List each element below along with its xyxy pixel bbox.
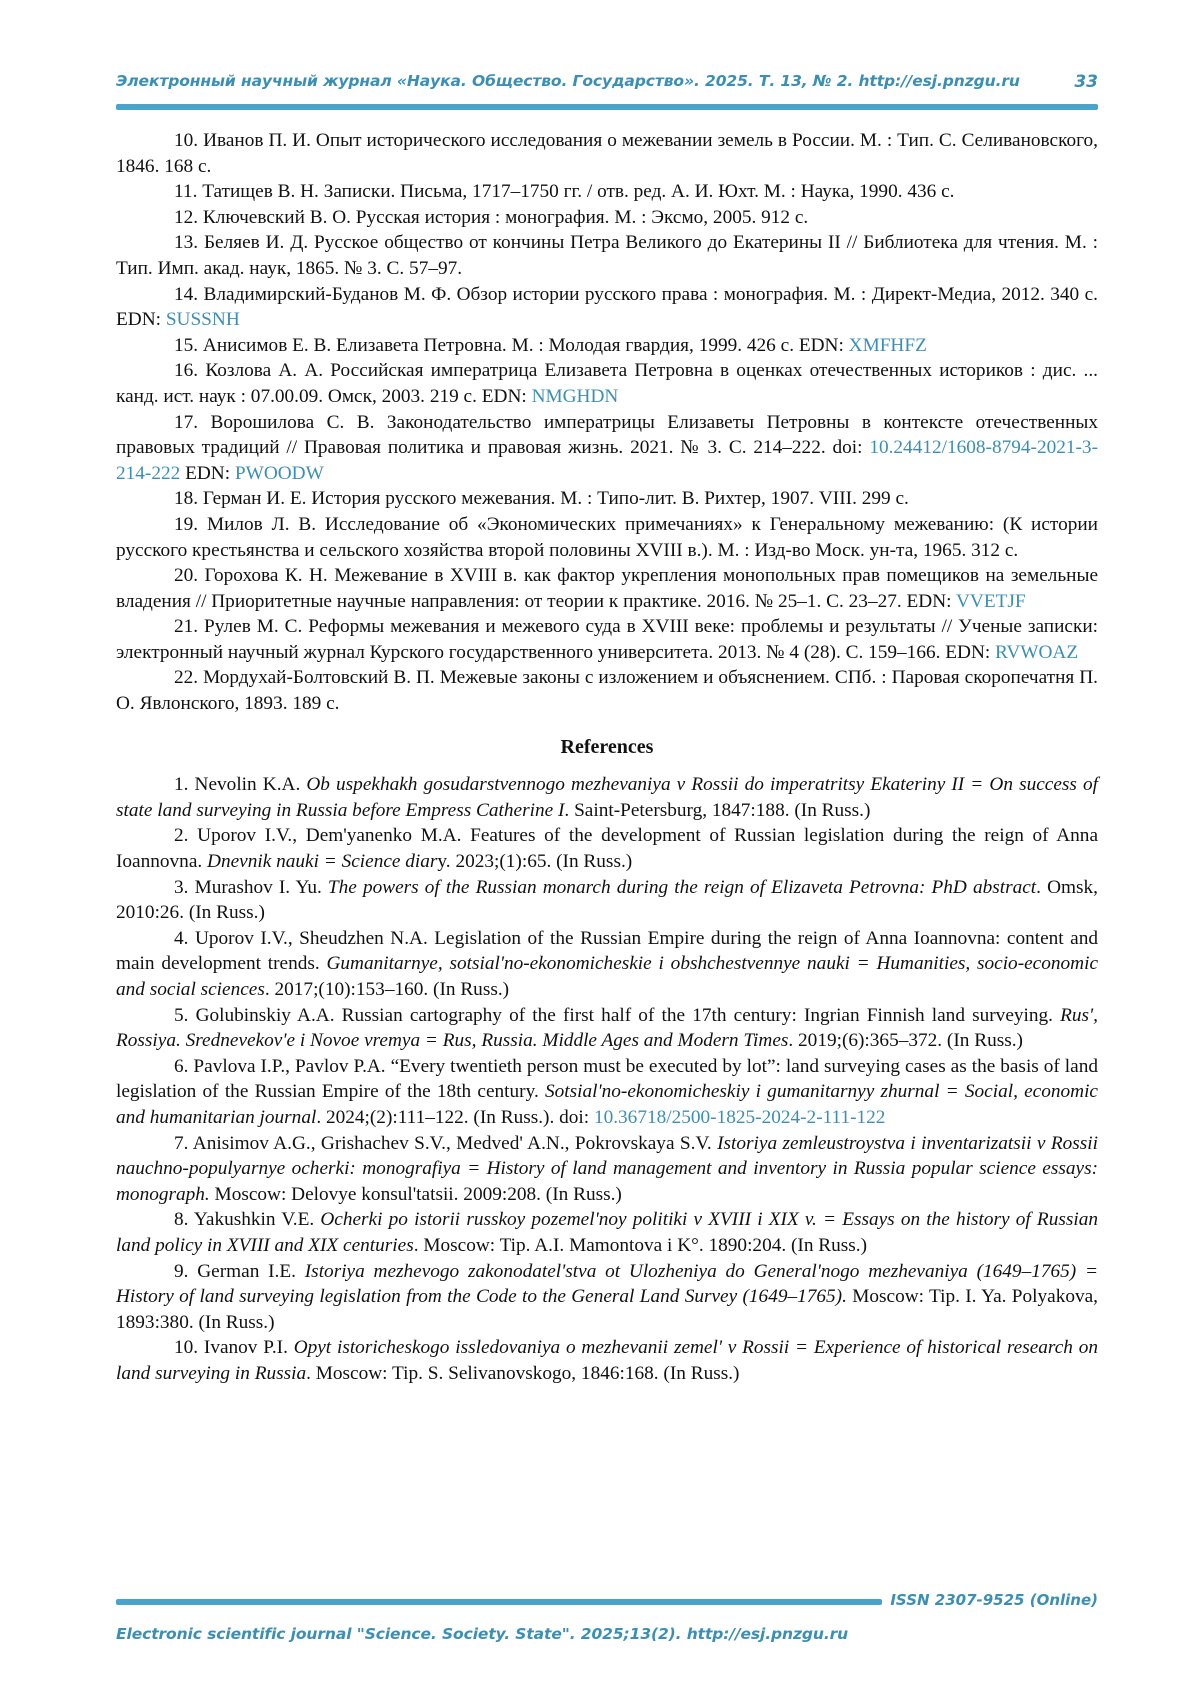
reference-ru-22: 22. Мордухай-Болтовский В. П. Межевые законы с изложением и объяснением. СПб. : Паровая скоропечатня П. О. Явлонского, 1893. 189 с.	[116, 667, 1098, 715]
reference-en-4: 4. Uporov I.V., Sheudzhen N.A. Legislation of the Russian Empire during the reign of Anna Ioannovna: content and main development trends. Gumanitarnye, sotsial'no-ekonomicheskie i obshchestvennye nauki = Humanities, socio-economic and social sciences. 2017;(10):153–160. (In Russ.)	[116, 927, 1098, 1000]
reference-ru-21: 21. Рулев М. С. Реформы межевания и межевого суда в XVIII веке: проблемы и результаты // Ученые записки: электронный научный журнал Курского государственного университета. 2013. № 4 (28). С. 159–166. EDN: RVWOAZ	[116, 616, 1098, 663]
references-heading: References	[560, 735, 654, 758]
edn-link[interactable]: NMGHDN	[531, 385, 619, 407]
reference-en-7: 7. Anisimov A.G., Grishachev S.V., Medved' A.N., Pokrovskaya S.V. Istoriya zemleustroystva i inventarizatsii v Rossii nauchno-populyarnye ocherki: monografiya = History of land management and inventory in Russia popular science essays: monograph. Moscow: Delovye konsul'tatsii. 2009:208. (In Russ.)	[116, 1132, 1098, 1205]
footer-rule	[116, 1599, 882, 1605]
reference-en-10: 10. Ivanov P.I. Opyt istoricheskogo issledovaniya o mezhevanii zemel' v Rossii = Experience of historical research on land surveying in Russia. Moscow: Tip. S. Selivanovskogo, 1846:168. (In Russ.)	[116, 1337, 1098, 1384]
edn-link[interactable]: XMFHFZ	[848, 334, 927, 356]
footer-journal-title: Electronic scientific journal "Science. Society. State". 2025;13(2). http://esj.pnzgu.ru	[116, 1625, 849, 1643]
reference-ru-15: 15. Анисимов Е. В. Елизавета Петровна. М. : Молодая гвардия, 1999. 426 с. EDN: XMFHFZ	[174, 334, 927, 356]
reference-ru-19: 19. Милов Л. В. Исследование об «Экономических примечаниях» к Генеральному межеванию: (К истории русского крестьянства и сельского хозяйства второй половины XVIII в.). М. : Изд-во Моск. ун-та, 1965. 312 с.	[116, 513, 1098, 561]
header-journal-title: Электронный научный журнал «Наука. Общество. Государство». 2025. Т. 13, № 2. http://esj.pnzgu.ru	[116, 72, 1020, 90]
doi-link[interactable]: 10.24412/1608-8794-2021-3-214-222	[116, 437, 1098, 484]
reference-ru-12: 12. Ключевский В. О. Русская история : монография. М. : Эксмо, 2005. 912 с.	[174, 206, 809, 228]
reference-ru-10: 10. Иванов П. И. Опыт исторического исследования о межевании земель в России. М. : Тип. С. Селивановского, 1846. 168 с.	[116, 130, 1098, 177]
edn-link[interactable]: VVETJF	[955, 590, 1026, 612]
issn-label: ISSN 2307-9525 (Online)	[890, 1591, 1098, 1609]
edn-link[interactable]: PWOODW	[234, 462, 324, 484]
reference-en-2: 2. Uporov I.V., Dem'yanenko M.A. Features of the development of Russian legislation during the reign of Anna Ioannovna. Dnevnik nauki = Science diary. 2023;(1):65. (In Russ.)	[116, 825, 1098, 873]
reference-ru-17: 17. Ворошилова С. В. Законодательство императрицы Елизаветы Петровны в контексте отечественных правовых традиций // Правовая политика и правовая жизнь. 2021. № 3. С. 214–222. doi: 10.24412/1608-8794-2021-3-214-222 EDN: PWOODW	[116, 411, 1098, 484]
edn-link[interactable]: SUSSNH	[165, 309, 240, 331]
reference-en-9: 9. German I.E. Istoriya mezhevogo zakonodatel'stva ot Ulozheniya do General'nogo mezhevaniya (1649–1765) = History of land surveying legislation from the Code to the General Land Survey (1649–1765). Moscow: Tip. I. Ya. Polyakova, 1893:380. (In Russ.)	[116, 1260, 1098, 1333]
reference-ru-13: 13. Беляев И. Д. Русское общество от кончины Петра Великого до Екатерины II // Библиотека для чтения. М. : Тип. Имп. акад. наук, 1865. № 3. С. 57–97.	[116, 232, 1098, 279]
page-number: 33	[1074, 72, 1098, 92]
reference-ru-18: 18. Герман И. Е. История русского межевания. М. : Типо-лит. В. Рихтер, 1907. VIII. 299 с.	[174, 488, 909, 510]
reference-en-5: 5. Golubinskiy A.A. Russian cartography of the first half of the 17th century: Ingrian Finnish land surveying. Rus', Rossiya. Srednevekov'e i Novoe vremya = Rus, Russia. Middle Ages and Modern Times. 2019;(6):365–372. (In Russ.)	[116, 1004, 1098, 1052]
references-list-ru	[116, 128, 1098, 717]
references-list-en	[116, 772, 1098, 1386]
references-section	[116, 128, 1098, 1387]
reference-en-8: 8. Yakushkin V.E. Ocherki po istorii russkoy pozemel'noy politiki v XVIII i XIX v. = Essays on the history of Russian land policy in XVIII and XIX centuries. Moscow: Tip. A.I. Mamontova i K°. 1890:204. (In Russ.)	[116, 1209, 1098, 1256]
reference-en-3: 3. Murashov I. Yu. The powers of the Russian monarch during the reign of Elizaveta Petrovna: PhD abstract. Omsk, 2010:26. (In Russ.)	[116, 876, 1098, 924]
edn-link[interactable]: RVWOAZ	[995, 641, 1079, 663]
header-rule	[116, 104, 1098, 110]
reference-en-6: 6. Pavlova I.P., Pavlov P.A. “Every twentieth person must be executed by lot”: land surveying cases as the basis of land legislation of the Russian Empire of the 18th century. Sotsial'no-ekonomicheskiy i gumanitarnyy zhurnal = Social, economic and humanitarian journal. 2024;(2):111–122. (In Russ.). doi: 10.36718/2500-1825-2024-2-111-122	[116, 1055, 1098, 1128]
reference-ru-16: 16. Козлова А. А. Российская императрица Елизавета Петровна в оценках отечественных историков : дис. ... канд. ист. наук : 07.00.09. Омск, 2003. 219 с. EDN: NMGHDN	[116, 360, 1098, 407]
running-header	[116, 72, 1098, 94]
reference-ru-14: 14. Владимирский-Буданов М. Ф. Обзор истории русского права : монография. М. : Директ-Медиа, 2012. 340 с. EDN: SUSSNH	[116, 283, 1098, 331]
doi-link[interactable]: 10.36718/2500-1825-2024-2-111-122	[593, 1106, 886, 1128]
reference-ru-11: 11. Татищев В. Н. Записки. Письма, 1717–1750 гг. / отв. ред. А. И. Юхт. М. : Наука, 1990. 436 с.	[174, 181, 955, 203]
reference-ru-20: 20. Горохова К. Н. Межевание в XVIII в. как фактор укрепления монопольных прав помещиков на земельные владения // Приоритетные научные направления: от теории к практике. 2016. № 25–1. С. 23–27. EDN: VVETJF	[116, 565, 1098, 612]
reference-en-1: 1. Nevolin K.A. Ob uspekhakh gosudarstvennogo mezhevaniya v Rossii do imperatritsy Ekateriny II = On success of state land surveying in Russia before Empress Catherine I. Saint-Petersburg, 1847:188. (In Russ.)	[116, 774, 1098, 821]
